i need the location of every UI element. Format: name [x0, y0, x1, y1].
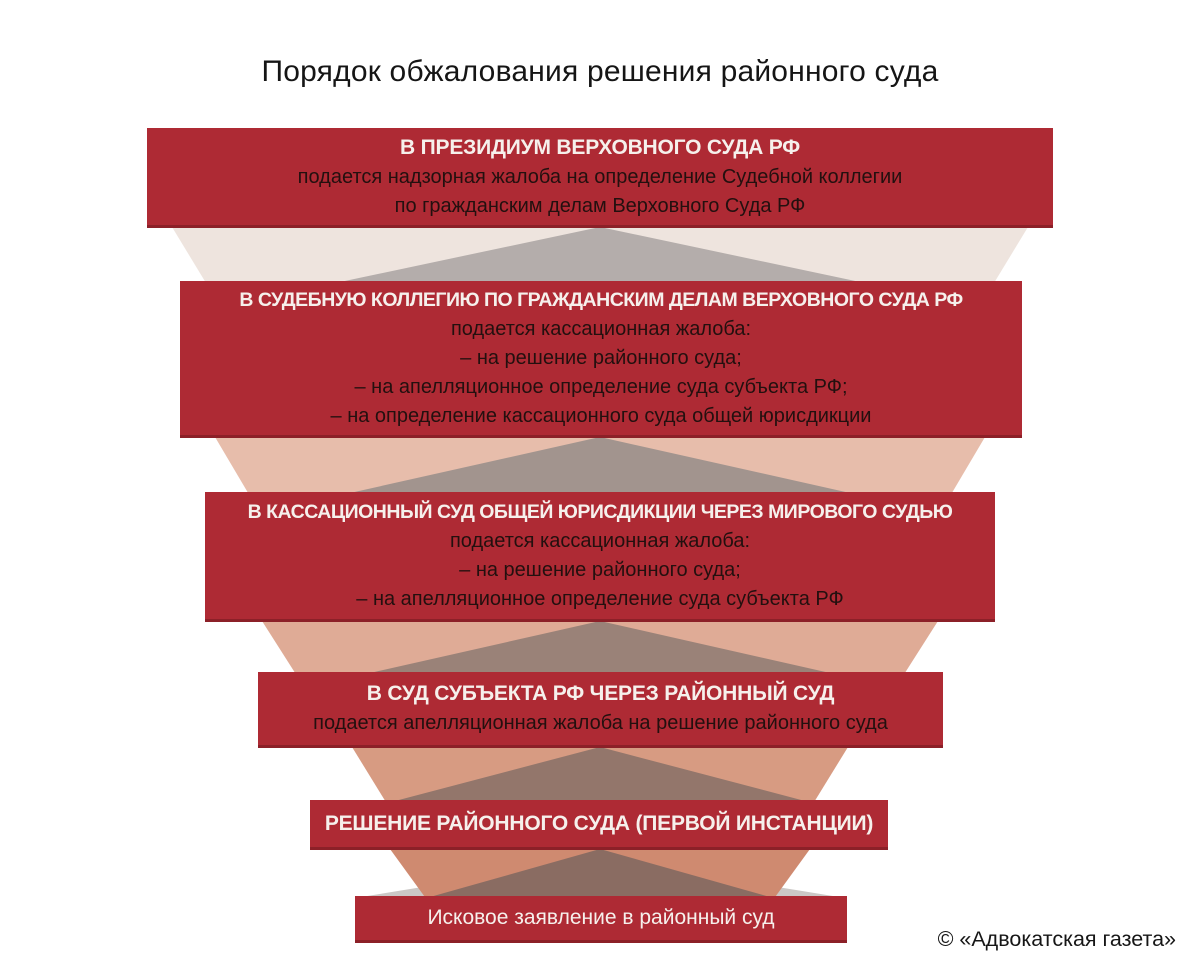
stage-description-line: по гражданским делам Верховного Суда РФ [394, 194, 806, 217]
stage-box-supreme-court-presidium [147, 128, 1053, 228]
copyright-credit: © «Адвокатская газета» [937, 927, 1176, 951]
stage-heading: В СУД СУБЪЕКТА РФ ЧЕРЕЗ РАЙОННЫЙ СУД [366, 682, 835, 705]
stage-heading: В ПРЕЗИДИУМ ВЕРХОВНОГО СУДА РФ [400, 135, 800, 159]
stage-heading: В СУДЕБНУЮ КОЛЛЕГИЮ ПО ГРАЖДАНСКИМ ДЕЛАМ ВЕРХОВНОГО СУДА РФ [239, 289, 963, 311]
page-title: Порядок обжалования решения районного суда [261, 55, 939, 88]
stage-heading: РЕШЕНИЕ РАЙОННОГО СУДА (ПЕРВОЙ ИНСТАНЦИИ) [324, 811, 874, 835]
stage-description-line: – на определение кассационного суда общей юрисдикции [330, 405, 872, 427]
stage-heading: В КАССАЦИОННЫЙ СУД ОБЩЕЙ ЮРИСДИКЦИИ ЧЕРЕЗ МИРОВОГО СУДЬЮ [247, 501, 953, 523]
stage-description-line: – на решение районного суда; [459, 559, 741, 581]
stage-description-line: подается апелляционная жалоба на решение районного суда [313, 712, 888, 734]
stage-box-cassation-court [205, 492, 995, 622]
stage-description-line: подается кассационная жалоба: [449, 530, 751, 552]
stage-heading: Исковое заявление в районный суд [427, 906, 775, 929]
stage-description-line: – на апелляционное определение суда субъекта РФ [356, 588, 844, 610]
stage-box-subject-court [258, 672, 943, 748]
stage-box-district-court-decision [310, 800, 888, 850]
stage-description-line: подается надзорная жалоба на определение Судебной коллегии [297, 165, 903, 188]
stage-box-judicial-collegium [180, 281, 1022, 438]
stage-description-line: подается кассационная жалоба: [450, 318, 752, 340]
stage-box-statement-of-claim [355, 896, 847, 943]
stage-description-line: – на апелляционное определение суда субъекта РФ; [354, 376, 848, 398]
stage-description-line: – на решение районного суда; [460, 347, 742, 369]
